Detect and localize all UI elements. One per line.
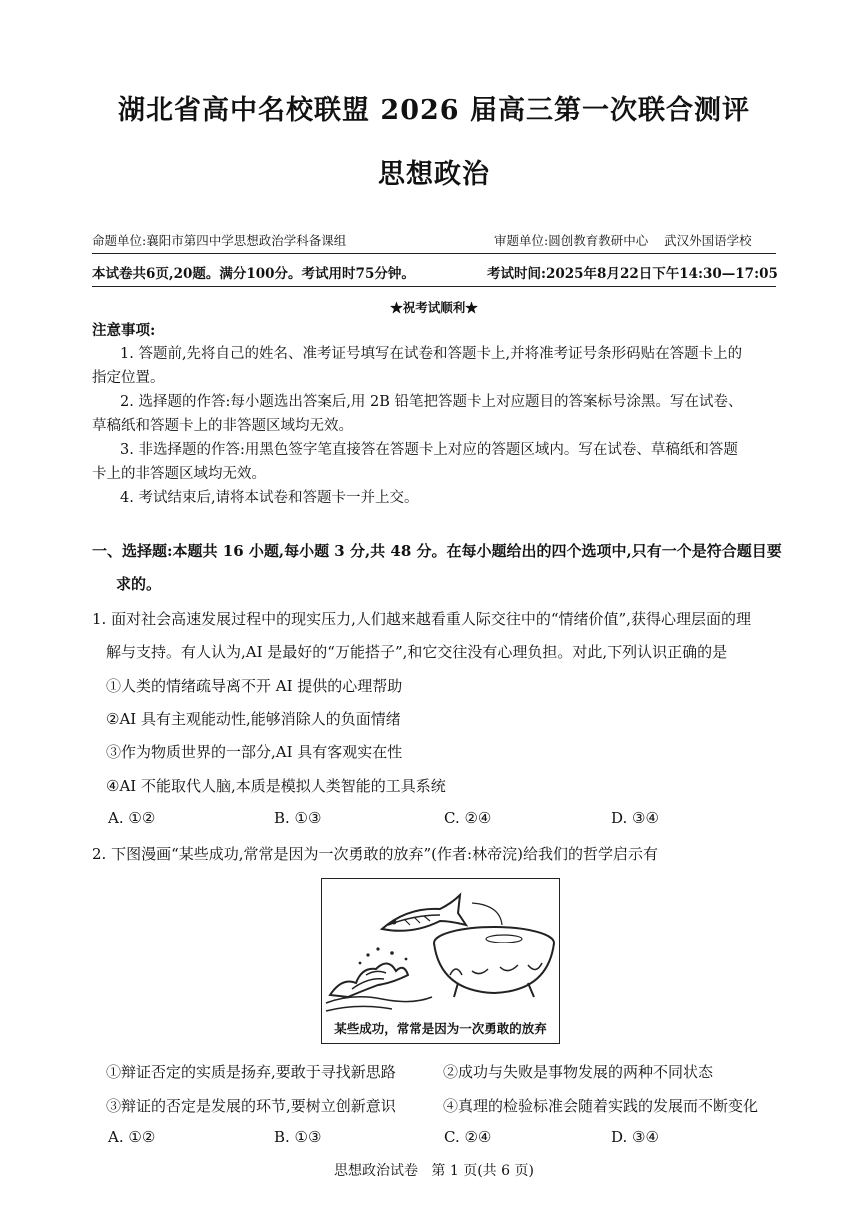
q2-statement-2: ②成功与失败是事物发展的两种不同状态 [443, 1063, 714, 1081]
notice-item-1: 1. 答题前,先将自己的姓名、准考证号填写在试卷和答题卡上,并将准考证号条形码贴在答题卡上的 [120, 346, 743, 362]
q2-statement-1: ①辩证否定的实质是扬弃,要敢于寻找新思路 [106, 1063, 396, 1081]
paper-info: 本试卷共6页,20题。满分100分。考试用时75分钟。 [92, 266, 415, 282]
q1-stem: 1. 面对社会高速发展过程中的现实压力,人们越来越看重人际交往中的“情绪价值”,获得心理层面的理 [92, 610, 751, 628]
subject-title: 思想政治 [378, 159, 490, 190]
notice-item-3: 3. 非选择题的作答:用黑色签字笔直接答在答题卡上对应的答题区域内。写在试卷、草稿纸和答题 [120, 442, 738, 458]
section-heading-cont: 求的。 [116, 575, 162, 593]
q2-statement-4: ④真理的检验标准会随着实践的发展而不断变化 [443, 1097, 759, 1115]
notice-item-4: 4. 考试结束后,请将本试卷和答题卡一并上交。 [120, 490, 419, 506]
q2-option-c: C. ②④ [444, 1128, 492, 1146]
divider-top [92, 253, 776, 254]
q1-option-b: B. ①③ [274, 809, 322, 827]
q1-statement-4: ④AI 不能取代人脑,本质是模拟人类智能的工具系统 [106, 777, 446, 795]
q2-statement-3: ③辩证的否定是发展的环节,要树立创新意识 [106, 1097, 396, 1115]
divider-bottom [92, 286, 776, 287]
q1-statement-1: ①人类的情绪疏导离不开 AI 提供的心理帮助 [106, 677, 403, 695]
cartoon-frame [321, 878, 560, 1044]
q2-option-d: D. ③④ [611, 1128, 659, 1146]
q1-stem-cont: 解与支持。有人认为,AI 是最好的“万能搭子”,和它交往没有心理负担。对此,下列认识正确的是 [106, 643, 728, 661]
q1-statement-2: ②AI 具有主观能动性,能够消除人的负面情绪 [106, 710, 401, 728]
wish-text: ★祝考试顺利★ [390, 300, 478, 315]
review-unit: 审题单位:圆创教育教研中心 武汉外国语学校 [494, 233, 752, 248]
q2-option-a: A. ①② [108, 1128, 156, 1146]
notice-heading: 注意事项: [92, 322, 156, 339]
notice-item-2: 2. 选择题的作答:每小题选出答案后,用 2B 铅笔把答题卡上对应题目的答案标号涂黑。写在试卷、 [120, 394, 743, 410]
notice-item-1-cont: 指定位置。 [92, 370, 165, 386]
exam-title: 湖北省高中名校联盟 2026 届高三第一次联合测评 [118, 95, 750, 126]
author-unit: 命题单位:襄阳市第四中学思想政治学科备课组 [92, 233, 347, 248]
cartoon-caption: 某些成功，常常是因为一次勇敢的放弃 [334, 1021, 547, 1036]
cartoon-illustration [322, 879, 558, 1019]
q1-statement-3: ③作为物质世界的一部分,AI 具有客观实在性 [106, 743, 403, 761]
notice-item-3-cont: 卡上的非答题区域均无效。 [92, 466, 266, 482]
q2-option-b: B. ①③ [274, 1128, 322, 1146]
q1-option-a: A. ①② [108, 809, 156, 827]
notice-item-2-cont: 草稿纸和答题卡上的非答题区域均无效。 [92, 418, 353, 434]
section-heading: 一、选择题:本题共 16 小题,每小题 3 分,共 48 分。在每小题给出的四个选项中,只有一个是符合题目要 [92, 542, 782, 560]
q1-option-d: D. ③④ [611, 809, 659, 827]
q2-stem: 2. 下图漫画“某些成功,常常是因为一次勇敢的放弃”(作者:林帝浣)给我们的哲学启示有 [92, 845, 658, 863]
exam-time: 考试时间:2025年8月22日下午14:30—17:05 [487, 266, 778, 282]
page-footer: 思想政治试卷 第 1 页(共 6 页) [334, 1163, 534, 1179]
q1-option-c: C. ②④ [444, 809, 492, 827]
